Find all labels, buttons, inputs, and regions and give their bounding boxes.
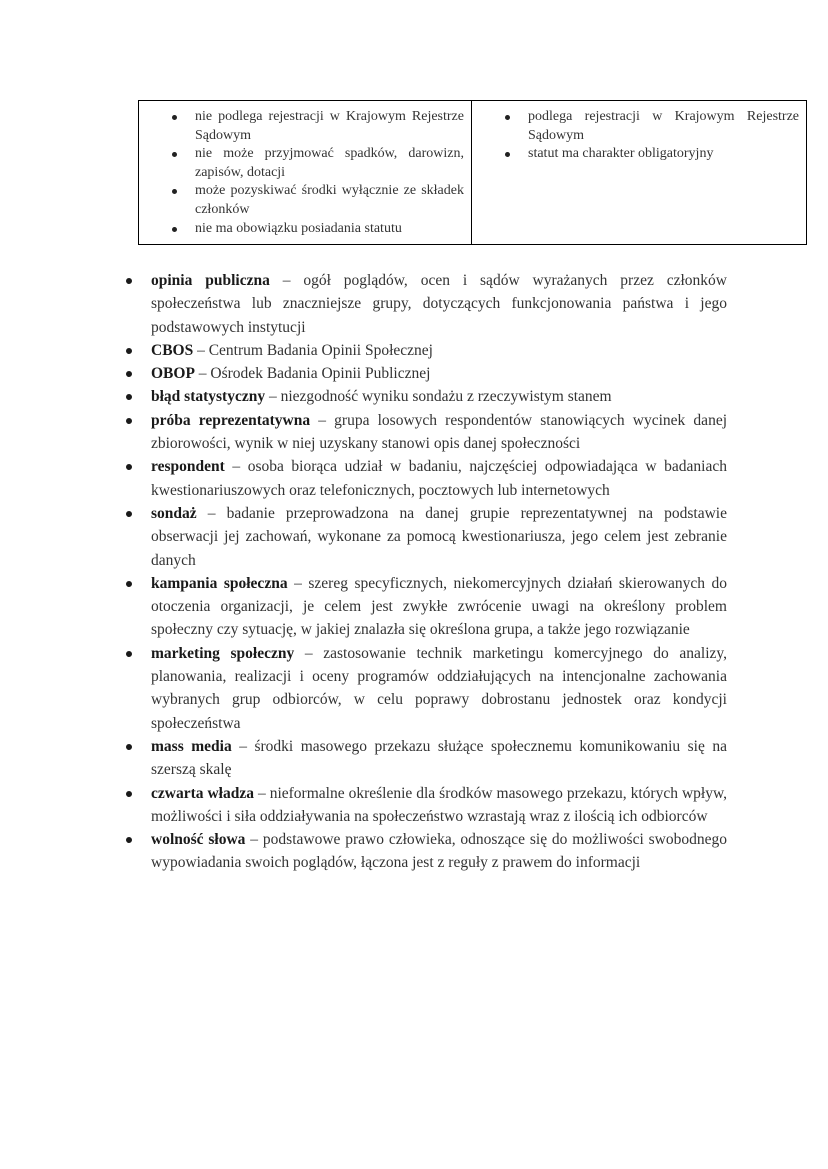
comparison-item-text: nie podlega rejestracji w Krajowym Rejestrze Sądowym xyxy=(195,109,464,143)
definition-text: – Centrum Badania Opinii Społecznej xyxy=(193,341,433,359)
definition-item xyxy=(124,385,727,408)
definition-item xyxy=(124,409,727,456)
definition-term: OBOP xyxy=(151,365,195,383)
comparison-left-column xyxy=(139,101,472,244)
bullet-icon xyxy=(126,464,132,470)
definition-item xyxy=(124,642,727,735)
comparison-left-list xyxy=(172,108,464,238)
bullet-icon xyxy=(126,371,132,377)
bullet-icon xyxy=(126,837,132,843)
definition-term: mass media xyxy=(151,737,232,755)
definition-item xyxy=(124,735,727,782)
bullet-icon xyxy=(172,189,177,194)
comparison-item-text: podlega rejestracji w Krajowym Rejestrze Sądowym xyxy=(528,109,799,143)
comparison-left-item xyxy=(172,108,464,145)
bullet-icon xyxy=(126,348,132,354)
bullet-icon xyxy=(172,152,177,157)
comparison-right-item xyxy=(505,145,799,164)
comparison-item-text: może pozyskiwać środki wyłącznie ze składek członków xyxy=(195,183,464,217)
definition-item xyxy=(124,339,727,362)
bullet-icon xyxy=(126,651,132,657)
definition-term: kampania społeczna xyxy=(151,574,288,592)
definition-text: – ogół poglądów, ocen i sądów wyrażanych przez członków społeczeństwa lub znaczniejsze grupy, dotyczących funkcjonowania państwa i jego podstawowych instytucji xyxy=(151,272,727,336)
definition-term: opinia publiczna xyxy=(151,272,270,289)
definition-item xyxy=(124,269,727,339)
definition-text: – niezgodność wyniku sondażu z rzeczywistym stanem xyxy=(265,388,612,406)
definition-text: – szereg specyficznych, niekomercyjnych działań skierowanych do otoczenia organizacji, je celem jest zwykłe zwrócenie uwagi na określony problem społeczny czy sytuację, w jakiej znalazła się określona grupa, a także jego rozwiązanie xyxy=(151,574,727,639)
definition-term: próba reprezentatywna xyxy=(151,411,311,429)
definition-term: respondent xyxy=(151,458,225,476)
definition-item xyxy=(124,362,727,385)
definition-term: sondaż xyxy=(151,504,197,522)
definition-text: – grupa losowych respondentów stanowiących wycinek danej zbiorowości, wynik w niej uzyskany stanowi opis danej społeczności xyxy=(151,411,728,453)
comparison-right-list xyxy=(505,108,799,164)
definition-term: CBOS xyxy=(151,341,194,359)
definition-item xyxy=(124,572,727,642)
definition-text: – osoba biorąca udział w badaniu, najczęściej odpowiadająca w badaniach kwestionariuszowych oraz telefonicznych, pocztowych lub internetowych xyxy=(151,458,727,499)
definition-item xyxy=(124,782,727,829)
definition-item xyxy=(124,828,727,875)
comparison-right-item xyxy=(505,108,799,145)
comparison-left-item xyxy=(172,182,464,219)
comparison-left-item xyxy=(172,220,464,239)
definition-item xyxy=(124,502,727,572)
definition-text: – Ośrodek Badania Opinii Publicznej xyxy=(194,365,431,383)
bullet-icon xyxy=(126,744,132,750)
bullet-icon xyxy=(126,394,132,400)
definition-text: – nieformalne określenie dla środków masowego przekazu, których wpływ, możliwości i siła oddziaływania na społeczeństwo wzrastają wraz z ilością ich odbiorców xyxy=(151,784,727,825)
bullet-icon xyxy=(505,115,510,120)
definition-text: – badanie przeprowadzona na danej grupie reprezentatywnej na podstawie obserwacji jej zachowań, wykonane za pomocą kwestionariusza, jego celem jest zebranie danych xyxy=(151,504,727,569)
definition-text: – środki masowego przekazu służące społecznemu komunikowaniu się na szerszą skalę xyxy=(151,737,727,779)
comparison-left-item xyxy=(172,145,464,182)
bullet-icon xyxy=(126,418,132,424)
bullet-icon xyxy=(172,227,177,232)
definition-item xyxy=(124,455,727,502)
comparison-item-text: nie ma obowiązku posiadania statutu xyxy=(195,220,402,236)
bullet-icon xyxy=(172,115,177,120)
bullet-icon xyxy=(126,581,132,587)
comparison-table xyxy=(138,100,807,245)
definition-term: błąd statystyczny xyxy=(151,388,266,406)
comparison-item-text: nie może przyjmować spadków, darowizn, zapisów, dotacji xyxy=(195,146,464,180)
definition-text: – zastosowanie technik marketingu komercyjnego do analizy, planowania, realizacji i oceny programów oddziałujących na intencjonalne zachowania wybranych grup odbiorców, w celu poprawy dobrostanu jednostek oraz kondycji społeczeństwa xyxy=(151,644,727,732)
comparison-item-text: statut ma charakter obligatoryjny xyxy=(528,146,714,162)
definition-term: czwarta władza xyxy=(151,784,254,802)
bullet-icon xyxy=(505,152,510,157)
bullet-icon xyxy=(126,791,132,797)
definition-term: wolność słowa xyxy=(151,831,246,849)
bullet-icon xyxy=(126,511,132,517)
definition-text: – podstawowe prawo człowieka, odnoszące się do możliwości swobodnego wypowiadania swoich poglądów, łączona jest z reguły z prawem do informacji xyxy=(151,831,727,872)
definitions-list xyxy=(124,269,727,875)
comparison-right-column xyxy=(472,101,806,244)
definition-term: marketing społeczny xyxy=(151,644,295,662)
bullet-icon xyxy=(126,278,132,284)
